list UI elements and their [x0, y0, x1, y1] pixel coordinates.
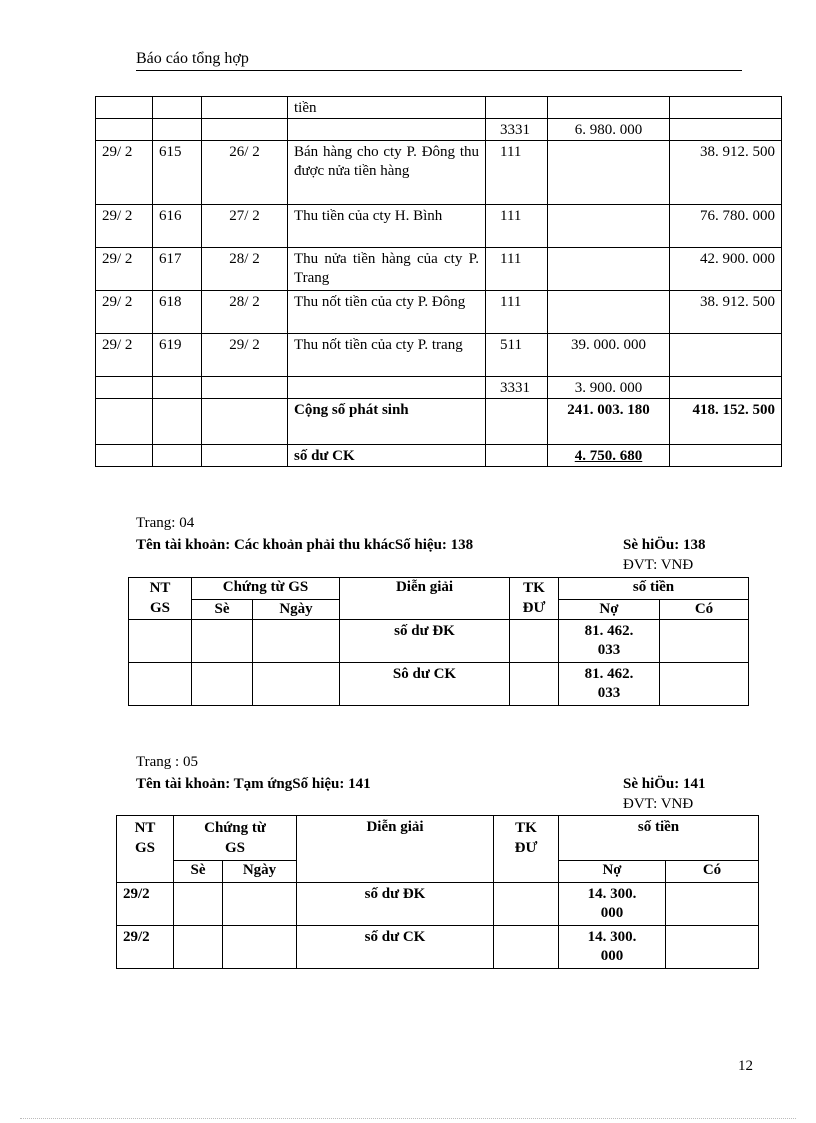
cell-dien-giai: tiền [288, 97, 486, 119]
cell-empty [670, 445, 782, 467]
cell-no: 6. 980. 000 [548, 119, 670, 141]
header-tk: TK [523, 580, 545, 596]
cell-dien-giai: Thu nốt tiền của cty P. trang [288, 334, 486, 377]
cell-so: 618 [153, 291, 202, 334]
cell-co [666, 926, 759, 969]
cell-no: 14. 300. 000 [559, 926, 666, 969]
cell-tk: 3331 [486, 119, 548, 141]
header-no: Nợ [559, 861, 666, 883]
cell-empty [153, 399, 202, 445]
section2-unit: ĐVT: VNĐ [623, 557, 694, 573]
cell-balance-label: số dư CK [288, 445, 486, 467]
cell-co [670, 377, 782, 399]
cell-so: 615 [153, 141, 202, 205]
header-nt: NT [149, 580, 171, 596]
cell-ngay: 28/ 2 [202, 248, 288, 291]
section3-unit: ĐVT: VNĐ [623, 796, 694, 812]
header-ngay: Ngày [253, 600, 340, 620]
table-row [96, 291, 782, 334]
cell-total-label: Cộng số phát sinh [288, 399, 486, 445]
header-chung-tu: Chứng từ GS [192, 578, 340, 600]
cell-tk [510, 663, 559, 706]
header-nt: NT [134, 820, 156, 836]
cell-tk: 111 [486, 291, 548, 334]
header-dien-giai: Diễn giải [297, 816, 494, 883]
cell-nt: 29/ 2 [96, 291, 153, 334]
cell-ngay [253, 620, 340, 663]
cell-co [666, 883, 759, 926]
cell-dien-giai: Bán hàng cho cty P. Đông thu được nửa tiền hàng [288, 141, 486, 205]
page-bottom-divider [20, 1118, 796, 1119]
header-ngay: Ngày [223, 861, 297, 883]
cell-no [548, 205, 670, 248]
cell-dien-giai: số dư CK [297, 926, 494, 969]
cell-so [174, 926, 223, 969]
cell-no: 39. 000. 000 [548, 334, 670, 377]
section2-account-name: Tên tài khoản: Các khoản phải thu khácSố hiệu: 138 [136, 537, 474, 553]
cell-balance-no: 4. 750. 680 [548, 445, 670, 467]
cell-nt: 29/2 [117, 926, 174, 969]
ledger-table-141 [116, 815, 759, 969]
cell-dien-giai: Sô dư CK [340, 663, 510, 706]
header-nt-gs [129, 578, 192, 620]
table-row [117, 883, 759, 926]
table-row [96, 205, 782, 248]
cell-no [548, 248, 670, 291]
cell-empty [486, 445, 548, 467]
cell-empty [153, 445, 202, 467]
section2-page-label: Trang: 04 [136, 515, 195, 531]
cell-dien-giai: Thu tiền của cty H. Bình [288, 205, 486, 248]
cell-co [660, 620, 749, 663]
table-row [96, 334, 782, 377]
cell-co: 76. 780. 000 [670, 205, 782, 248]
cell-co: 38. 912. 500 [670, 291, 782, 334]
header-gs: GS [149, 600, 170, 616]
table-row [96, 248, 782, 291]
cell-tk [486, 97, 548, 119]
page-number: 12 [738, 1058, 753, 1074]
header-so: Sè [174, 861, 223, 883]
cell-nt: 29/ 2 [96, 334, 153, 377]
cell-nt [96, 119, 153, 141]
cell-no: 14. 300. 000 [559, 883, 666, 926]
cell-co [670, 119, 782, 141]
table-row-total [96, 399, 782, 445]
cell-tk [494, 926, 559, 969]
section3-page-label: Trang : 05 [136, 754, 198, 770]
cell-empty [96, 445, 153, 467]
cell-nt [96, 97, 153, 119]
cell-tk: 3331 [486, 377, 548, 399]
cell-no: 3. 900. 000 [548, 377, 670, 399]
cell-no: 81. 462. 033 [559, 620, 660, 663]
cell-no: 81. 462. 033 [559, 663, 660, 706]
header-chung-tu-line2: GS [225, 840, 246, 856]
header-chung-tu-line1: Chứng từ [204, 820, 266, 836]
cell-so [192, 620, 253, 663]
cell-dien-giai: số dư ĐK [340, 620, 510, 663]
header-du: ĐƯ [522, 600, 546, 616]
ledger-table-continued [95, 96, 782, 467]
ledger-table-138 [128, 577, 749, 706]
cell-ngay: 26/ 2 [202, 141, 288, 205]
cell-nt: 29/ 2 [96, 141, 153, 205]
table-row [96, 141, 782, 205]
cell-ngay: 27/ 2 [202, 205, 288, 248]
cell-total-co: 418. 152. 500 [670, 399, 782, 445]
header-so-tien: số tiền [559, 578, 749, 600]
cell-so [174, 883, 223, 926]
cell-co [660, 663, 749, 706]
header-tk-du [510, 578, 559, 620]
cell-nt [129, 620, 192, 663]
table-row [129, 663, 749, 706]
cell-ngay: 28/ 2 [202, 291, 288, 334]
cell-so [153, 377, 202, 399]
cell-empty [96, 399, 153, 445]
cell-tk: 511 [486, 334, 548, 377]
table-row-balance [96, 445, 782, 467]
cell-ngay [223, 883, 297, 926]
cell-dien-giai [288, 377, 486, 399]
cell-co [670, 334, 782, 377]
cell-nt: 29/ 2 [96, 205, 153, 248]
cell-tk [510, 620, 559, 663]
cell-nt [96, 377, 153, 399]
cell-empty [486, 399, 548, 445]
header-tk: TK [515, 820, 537, 836]
cell-tk: 111 [486, 248, 548, 291]
cell-ngay [202, 377, 288, 399]
cell-no [548, 141, 670, 205]
cell-so: 619 [153, 334, 202, 377]
section2-account-code: Sè hiÖu: 138 [623, 537, 706, 553]
cell-total-no: 241. 003. 180 [548, 399, 670, 445]
cell-so [153, 119, 202, 141]
cell-dien-giai: số dư ĐK [297, 883, 494, 926]
table-row [117, 926, 759, 969]
header-chung-tu [174, 816, 297, 861]
table-row [96, 377, 782, 399]
cell-dien-giai: Thu nửa tiền hàng của cty P. Trang [288, 248, 486, 291]
cell-no [548, 97, 670, 119]
cell-so [153, 97, 202, 119]
cell-ngay: 29/ 2 [202, 334, 288, 377]
table-row [96, 119, 782, 141]
cell-dien-giai [288, 119, 486, 141]
header-gs: GS [134, 840, 155, 856]
cell-no [548, 291, 670, 334]
page-header-title: Báo cáo tổng hợp [136, 50, 742, 71]
cell-ngay [202, 97, 288, 119]
cell-empty [202, 399, 288, 445]
cell-dien-giai: Thu nốt tiền của cty P. Đông [288, 291, 486, 334]
cell-nt: 29/2 [117, 883, 174, 926]
table-row [96, 97, 782, 119]
cell-ngay [253, 663, 340, 706]
header-so-tien: số tiền [559, 816, 759, 861]
cell-empty [202, 445, 288, 467]
header-co: Có [660, 600, 749, 620]
cell-so: 616 [153, 205, 202, 248]
header-tk-du [494, 816, 559, 883]
cell-tk: 111 [486, 141, 548, 205]
header-du: ĐƯ [514, 840, 538, 856]
cell-ngay [202, 119, 288, 141]
header-nt-gs [117, 816, 174, 883]
cell-ngay [223, 926, 297, 969]
header-no: Nợ [559, 600, 660, 620]
header-co: Có [666, 861, 759, 883]
header-dien-giai: Diễn giải [340, 578, 510, 620]
cell-co: 42. 900. 000 [670, 248, 782, 291]
cell-co [670, 97, 782, 119]
cell-so [192, 663, 253, 706]
cell-tk: 111 [486, 205, 548, 248]
header-so: Sè [192, 600, 253, 620]
cell-co: 38. 912. 500 [670, 141, 782, 205]
table-row [129, 620, 749, 663]
cell-nt: 29/ 2 [96, 248, 153, 291]
section3-account-code: Sè hiÖu: 141 [623, 776, 706, 792]
cell-nt [129, 663, 192, 706]
cell-tk [494, 883, 559, 926]
cell-so: 617 [153, 248, 202, 291]
section3-account-name: Tên tài khoản: Tạm ứngSố hiệu: 141 [136, 776, 371, 792]
